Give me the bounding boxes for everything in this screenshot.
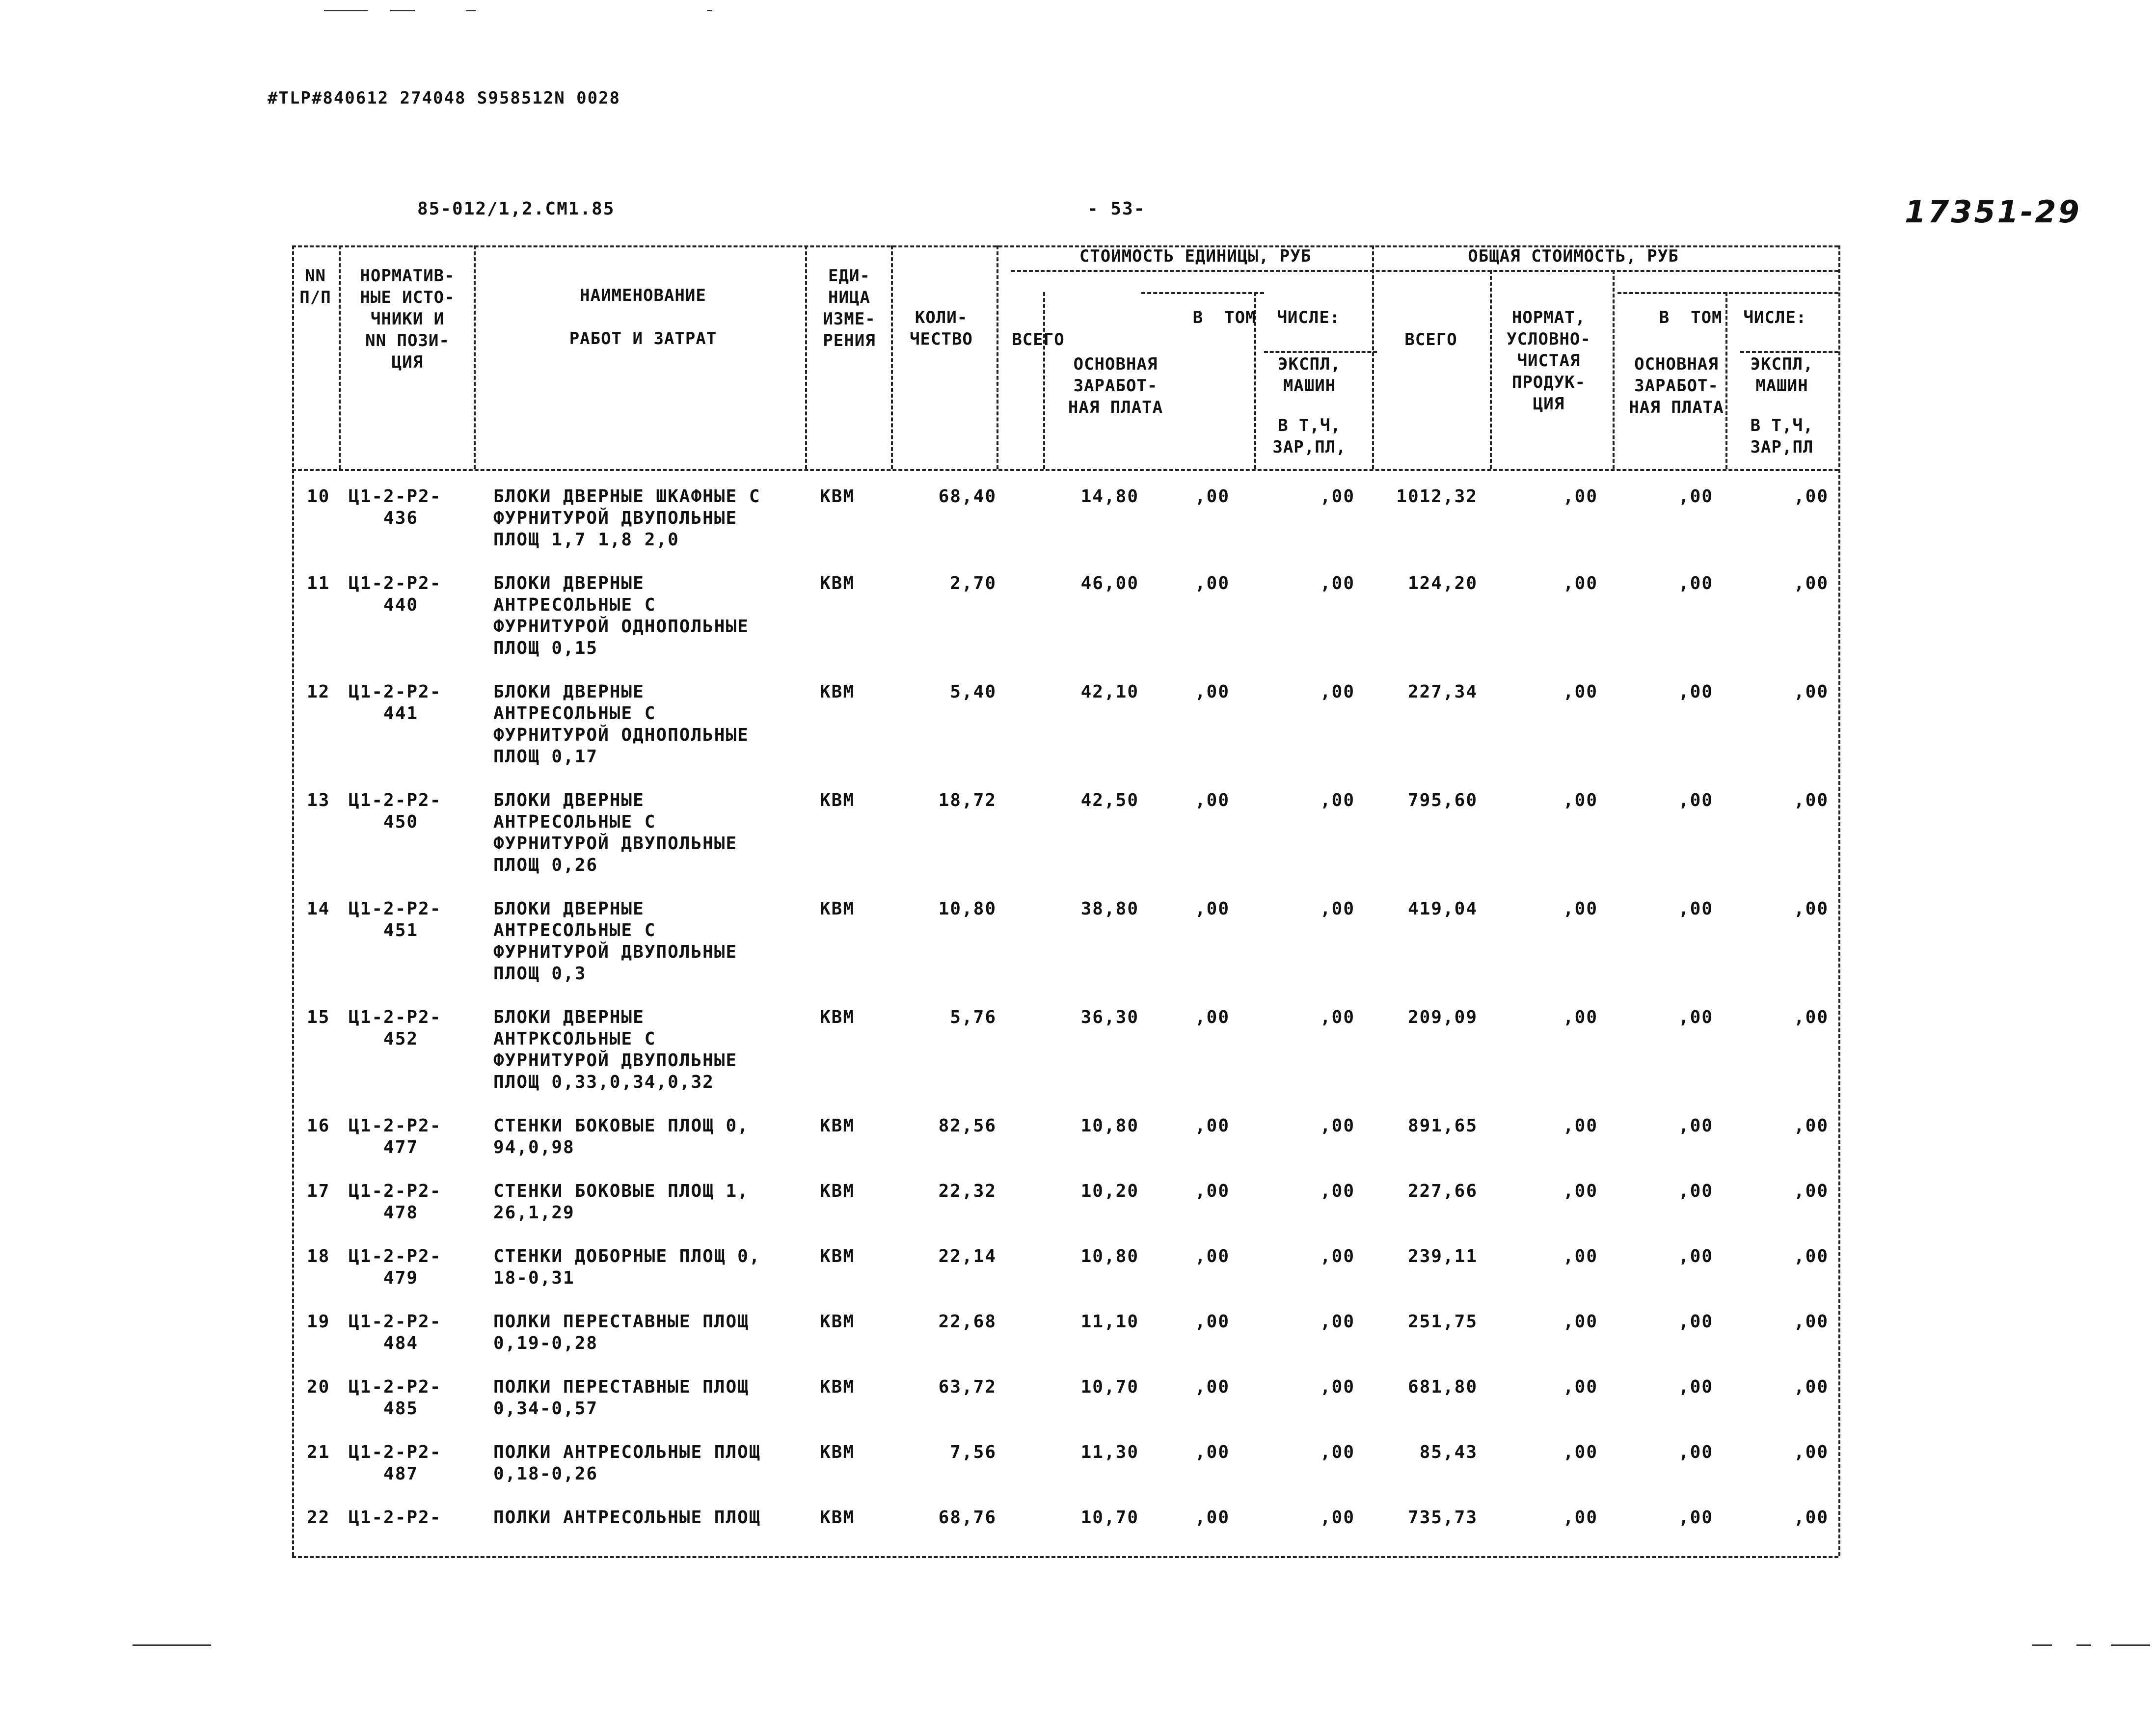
- unit-cost-wage: ,00: [1194, 1116, 1230, 1136]
- total-cost-wage: ,00: [1678, 486, 1713, 507]
- document-code: 85-012/1,2.CM1.85: [417, 199, 615, 219]
- header-total-norm: НОРМАТ, УСЛОВНО- ЧИСТАЯ ПРОДУК- ЦИЯ: [1507, 308, 1591, 414]
- unit-of-measure: КВМ: [820, 1116, 855, 1136]
- total-cost-machine: ,00: [1793, 899, 1829, 919]
- norm-code: Ц1-2-Р2- 485: [349, 1377, 442, 1419]
- total-cost-norm: ,00: [1563, 1181, 1598, 1201]
- work-name: СТЕНКИ БОКОВЫЕ ПЛОЩ 0, 94,0,98: [493, 1116, 749, 1157]
- unit-cost-wage: ,00: [1194, 682, 1230, 702]
- page-number: - 53-: [1087, 199, 1146, 219]
- unit-cost-wage: ,00: [1194, 1181, 1230, 1201]
- row-number: 20: [307, 1377, 330, 1397]
- unit-cost-total: 10,70: [1080, 1507, 1139, 1528]
- total-cost-machine: ,00: [1793, 486, 1829, 507]
- unit-cost-wage: ,00: [1194, 1507, 1230, 1528]
- handwritten-number: 17351-29: [1905, 194, 2081, 230]
- unit-cost-machine: ,00: [1320, 1312, 1355, 1332]
- total-cost-total: 419,04: [1407, 899, 1478, 919]
- total-cost-wage: ,00: [1678, 1442, 1713, 1462]
- quantity: 18,72: [938, 790, 997, 810]
- table-right-rule: [1838, 245, 1840, 1556]
- total-cost-norm: ,00: [1563, 486, 1598, 507]
- norm-code: Ц1-2-Р2- 479: [349, 1246, 442, 1288]
- record-code: #TLP#840612 274048 S958512N 0028: [268, 88, 621, 108]
- total-cost-total: 227,34: [1407, 682, 1478, 702]
- header-total-machine-wage: В Т,Ч, ЗАР,ПЛ: [1750, 416, 1814, 457]
- total-cost-wage: ,00: [1678, 1246, 1713, 1266]
- unit-cost-wage: ,00: [1194, 1007, 1230, 1027]
- unit-of-measure: КВМ: [820, 1181, 855, 1201]
- total-cost-wage: ,00: [1678, 1507, 1713, 1528]
- total-cost-norm: ,00: [1563, 1116, 1598, 1136]
- unit-of-measure: КВМ: [820, 486, 855, 507]
- work-name: БЛОКИ ДВЕРНЫЕ АНТРЕСОЛЬНЫЕ С ФУРНИТУРОЙ ДВУПОЛЬНЫЕ ПЛОЩ 0,26: [493, 790, 738, 875]
- total-cost-norm: ,00: [1563, 899, 1598, 919]
- unit-cost-total: 46,00: [1080, 573, 1139, 593]
- unit-cost-machine: ,00: [1320, 899, 1355, 919]
- scan-mark: [2111, 1644, 2150, 1646]
- total-cost-norm: ,00: [1563, 1507, 1598, 1528]
- unit-cost-wage: ,00: [1194, 486, 1230, 507]
- quantity: 82,56: [938, 1116, 997, 1136]
- quantity: 7,56: [950, 1442, 997, 1462]
- scan-mark: [707, 10, 712, 11]
- total-cost-machine: ,00: [1793, 1181, 1829, 1201]
- unit-of-measure: КВМ: [820, 1377, 855, 1397]
- unit-of-measure: КВМ: [820, 1442, 855, 1462]
- total-cost-wage: ,00: [1678, 1116, 1713, 1136]
- unit-incl-rule: [1141, 292, 1264, 294]
- quantity: 63,72: [938, 1377, 997, 1397]
- norm-code: Ц1-2-Р2- 478: [349, 1181, 442, 1223]
- header-quantity: КОЛИ- ЧЕСТВО: [910, 308, 973, 349]
- header-norm-source: НОРМАТИВ- НЫЕ ИСТО- ЧНИКИ И NN ПОЗИ- ЦИЯ: [360, 266, 455, 372]
- total-cost-machine: ,00: [1793, 1377, 1829, 1397]
- header-unit-machine-wage: В Т,Ч, ЗАР,ПЛ,: [1272, 416, 1347, 457]
- quantity: 22,32: [938, 1181, 997, 1201]
- quantity: 22,14: [938, 1246, 997, 1266]
- total-cost-machine: ,00: [1793, 1116, 1829, 1136]
- norm-code: Ц1-2-Р2- 451: [349, 899, 442, 941]
- row-number: 13: [307, 790, 330, 810]
- table-column-rule: [474, 245, 476, 469]
- header-unit-cost-group: СТОИМОСТЬ ЕДИНИЦЫ, РУБ: [1079, 246, 1312, 266]
- total-cost-wage: ,00: [1678, 899, 1713, 919]
- norm-code: Ц1-2-Р2- 487: [349, 1442, 442, 1484]
- unit-cost-total: 11,10: [1080, 1312, 1139, 1332]
- unit-cost-wage: ,00: [1194, 899, 1230, 919]
- unit-cost-total: 14,80: [1080, 486, 1139, 507]
- row-number: 18: [307, 1246, 330, 1266]
- norm-code: Ц1-2-Р2- 436: [349, 486, 442, 528]
- header-total-cost-group: ОБЩАЯ СТОИМОСТЬ, РУБ: [1468, 246, 1679, 266]
- total-cost-total: 227,66: [1407, 1181, 1478, 1201]
- unit-cost-total: 10,70: [1080, 1377, 1139, 1397]
- header-nn: NN П/П: [299, 266, 331, 307]
- table-column-rule: [997, 245, 998, 469]
- unit-cost-wage: ,00: [1194, 573, 1230, 593]
- unit-cost-machine: ,00: [1320, 1442, 1355, 1462]
- total-cost-norm: ,00: [1563, 1442, 1598, 1462]
- unit-cost-machine: ,00: [1320, 486, 1355, 507]
- scan-mark: [133, 1644, 187, 1646]
- unit-cost-total: 11,30: [1080, 1442, 1139, 1462]
- unit-cost-total: 10,80: [1080, 1246, 1139, 1266]
- scan-mark: [187, 1644, 211, 1646]
- scan-mark: [390, 10, 415, 11]
- unit-mach-subrule: [1264, 351, 1377, 353]
- unit-cost-total: 38,80: [1080, 899, 1139, 919]
- total-cost-total: 85,43: [1419, 1442, 1478, 1462]
- header-total-machine: ЭКСПЛ, МАШИН: [1750, 354, 1814, 396]
- unit-cost-machine: ,00: [1320, 1007, 1355, 1027]
- total-cost-machine: ,00: [1793, 1442, 1829, 1462]
- norm-code: Ц1-2-Р2- 450: [349, 790, 442, 832]
- unit-of-measure: КВМ: [820, 682, 855, 702]
- header-total-wage: ОСНОВНАЯ ЗАРАБОТ- НАЯ ПЛАТА: [1629, 354, 1724, 417]
- header-unit-wage: ОСНОВНАЯ ЗАРАБОТ- НАЯ ПЛАТА: [1068, 354, 1163, 417]
- total-cost-norm: ,00: [1563, 1007, 1598, 1027]
- total-cost-total: 124,20: [1407, 573, 1478, 593]
- work-name: ПОЛКИ ПЕРЕСТАВНЫЕ ПЛОЩ 0,34-0,57: [493, 1377, 749, 1419]
- unit-cost-wage: ,00: [1194, 790, 1230, 810]
- quantity: 68,40: [938, 486, 997, 507]
- quantity: 10,80: [938, 899, 997, 919]
- unit-cost-machine: ,00: [1320, 1116, 1355, 1136]
- unit-cost-machine: ,00: [1320, 790, 1355, 810]
- total-mach-subrule: [1740, 351, 1838, 353]
- total-cost-machine: ,00: [1793, 1246, 1829, 1266]
- table-column-rule: [891, 245, 893, 469]
- work-name: БЛОКИ ДВЕРНЫЕ АНТРЕСОЛЬНЫЕ С ФУРНИТУРОЙ ОДНОПОЛЬНЫЕ ПЛОЩ 0,15: [493, 573, 749, 658]
- quantity: 5,76: [950, 1007, 997, 1027]
- work-name: ПОЛКИ ПЕРЕСТАВНЫЕ ПЛОЩ 0,19-0,28: [493, 1312, 749, 1353]
- row-number: 15: [307, 1007, 330, 1027]
- total-cost-norm: ,00: [1563, 1312, 1598, 1332]
- table-column-rule: [805, 245, 807, 469]
- scan-mark: [466, 10, 476, 11]
- quantity: 2,70: [950, 573, 997, 593]
- unit-cost-wage: ,00: [1194, 1442, 1230, 1462]
- total-cost-total: 735,73: [1407, 1507, 1478, 1528]
- total-cost-machine: ,00: [1793, 573, 1829, 593]
- header-unit-total: ВСЕГО: [1012, 330, 1065, 350]
- scan-mark: [2032, 1644, 2052, 1646]
- row-number: 21: [307, 1442, 330, 1462]
- quantity: 22,68: [938, 1312, 997, 1332]
- work-name: ПОЛКИ АНТРЕСОЛЬНЫЕ ПЛОЩ 0,18-0,26: [493, 1442, 761, 1484]
- total-cost-total: 251,75: [1407, 1312, 1478, 1332]
- work-name: ПОЛКИ АНТРЕСОЛЬНЫЕ ПЛОЩ: [493, 1507, 761, 1528]
- total-cost-machine: ,00: [1793, 790, 1829, 810]
- table-column-rule: [1372, 245, 1374, 469]
- row-number: 12: [307, 682, 330, 702]
- unit-of-measure: КВМ: [820, 1507, 855, 1528]
- table-left-rule: [292, 245, 294, 1556]
- unit-cost-wage: ,00: [1194, 1312, 1230, 1332]
- unit-cost-machine: ,00: [1320, 1507, 1355, 1528]
- scan-mark: [324, 10, 368, 11]
- work-name: БЛОКИ ДВЕРНЫЕ ШКАФНЫЕ С ФУРНИТУРОЙ ДВУПОЛЬНЫЕ ПЛОЩ 1,7 1,8 2,0: [493, 486, 761, 550]
- total-incl-rule: [1617, 292, 1838, 294]
- unit-cost-machine: ,00: [1320, 1181, 1355, 1201]
- total-cost-norm: ,00: [1563, 1377, 1598, 1397]
- unit-cost-wage: ,00: [1194, 1377, 1230, 1397]
- quantity: 68,76: [938, 1507, 997, 1528]
- unit-cost-total: 42,50: [1080, 790, 1139, 810]
- total-cost-total: 795,60: [1407, 790, 1478, 810]
- work-name: БЛОКИ ДВЕРНЫЕ АНТРЕСОЛЬНЫЕ С ФУРНИТУРОЙ ОДНОПОЛЬНЫЕ ПЛОЩ 0,17: [493, 682, 749, 767]
- total-cost-wage: ,00: [1678, 1007, 1713, 1027]
- norm-code: Ц1-2-Р2- 441: [349, 682, 442, 724]
- norm-code: Ц1-2-Р2- 484: [349, 1312, 442, 1353]
- total-cost-machine: ,00: [1793, 682, 1829, 702]
- unit-cost-machine: ,00: [1320, 1246, 1355, 1266]
- work-name: БЛОКИ ДВЕРНЫЕ АНТРКСОЛЬНЫЕ С ФУРНИТУРОЙ ДВУПОЛЬНЫЕ ПЛОЩ 0,33,0,34,0,32: [493, 1007, 738, 1092]
- header-work-name: НАИМЕНОВАНИЕ РАБОТ И ЗАТРАТ: [569, 286, 717, 349]
- header-bottom-rule: [292, 469, 1838, 471]
- total-cost-wage: ,00: [1678, 573, 1713, 593]
- norm-code: Ц1-2-Р2- 440: [349, 573, 442, 615]
- row-number: 16: [307, 1116, 330, 1136]
- norm-code: Ц1-2-Р2-: [349, 1507, 442, 1528]
- unit-cost-total: 36,30: [1080, 1007, 1139, 1027]
- header-total-incl: В ТОМ ЧИСЛЕ:: [1659, 308, 1807, 327]
- header-total-total: ВСЕГО: [1404, 330, 1457, 350]
- row-number: 22: [307, 1507, 330, 1528]
- total-cost-wage: ,00: [1678, 1312, 1713, 1332]
- unit-of-measure: КВМ: [820, 1246, 855, 1266]
- total-cost-norm: ,00: [1563, 790, 1598, 810]
- total-cost-norm: ,00: [1563, 573, 1598, 593]
- unit-cost-machine: ,00: [1320, 573, 1355, 593]
- unit-of-measure: КВМ: [820, 573, 855, 593]
- work-name: СТЕНКИ ДОБОРНЫЕ ПЛОЩ 0, 18-0,31: [493, 1246, 761, 1288]
- estimate-table: [292, 245, 1838, 1561]
- table-column-rule: [1043, 292, 1045, 469]
- total-cost-wage: ,00: [1678, 1377, 1713, 1397]
- unit-cost-total: 10,80: [1080, 1116, 1139, 1136]
- group-header-rule: [1011, 270, 1838, 272]
- total-cost-machine: ,00: [1793, 1312, 1829, 1332]
- header-unit-incl: В ТОМ ЧИСЛЕ:: [1192, 308, 1341, 327]
- unit-cost-total: 42,10: [1080, 682, 1139, 702]
- header-unit: ЕДИ- НИЦА ИЗМЕ- РЕНИЯ: [823, 266, 876, 350]
- row-number: 11: [307, 573, 330, 593]
- row-number: 14: [307, 899, 330, 919]
- total-cost-norm: ,00: [1563, 1246, 1598, 1266]
- total-cost-total: 1012,32: [1396, 486, 1478, 507]
- total-cost-wage: ,00: [1678, 790, 1713, 810]
- total-cost-machine: ,00: [1793, 1007, 1829, 1027]
- total-cost-total: 891,65: [1407, 1116, 1478, 1136]
- unit-cost-machine: ,00: [1320, 682, 1355, 702]
- total-cost-norm: ,00: [1563, 682, 1598, 702]
- norm-code: Ц1-2-Р2- 452: [349, 1007, 442, 1049]
- unit-of-measure: КВМ: [820, 1312, 855, 1332]
- row-number: 19: [307, 1312, 330, 1332]
- work-name: БЛОКИ ДВЕРНЫЕ АНТРЕСОЛЬНЫЕ С ФУРНИТУРОЙ ДВУПОЛЬНЫЕ ПЛОЩ 0,3: [493, 899, 738, 984]
- unit-cost-total: 10,20: [1080, 1181, 1139, 1201]
- total-cost-total: 209,09: [1407, 1007, 1478, 1027]
- row-number: 17: [307, 1181, 330, 1201]
- total-cost-wage: ,00: [1678, 1181, 1713, 1201]
- unit-cost-machine: ,00: [1320, 1377, 1355, 1397]
- total-cost-total: 239,11: [1407, 1246, 1478, 1266]
- work-name: СТЕНКИ БОКОВЫЕ ПЛОЩ 1, 26,1,29: [493, 1181, 749, 1223]
- table-bottom-rule: [292, 1556, 1838, 1558]
- unit-of-measure: КВМ: [820, 790, 855, 810]
- unit-cost-wage: ,00: [1194, 1246, 1230, 1266]
- quantity: 5,40: [950, 682, 997, 702]
- unit-of-measure: КВМ: [820, 1007, 855, 1027]
- table-column-rule: [339, 245, 341, 469]
- unit-of-measure: КВМ: [820, 899, 855, 919]
- norm-code: Ц1-2-Р2- 477: [349, 1116, 442, 1157]
- header-unit-machine: ЭКСПЛ, МАШИН: [1278, 354, 1341, 396]
- row-number: 10: [307, 486, 330, 507]
- total-cost-wage: ,00: [1678, 682, 1713, 702]
- total-cost-machine: ,00: [1793, 1507, 1829, 1528]
- scan-mark: [2076, 1644, 2091, 1646]
- total-cost-total: 681,80: [1407, 1377, 1478, 1397]
